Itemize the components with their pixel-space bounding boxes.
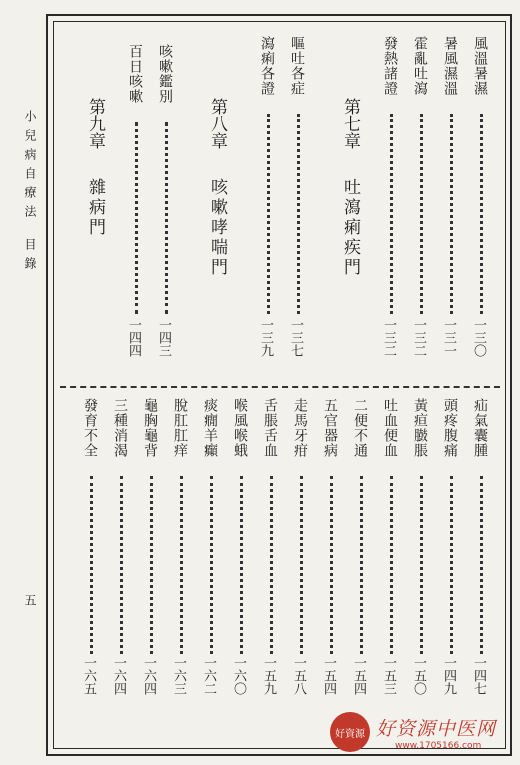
- toc-entry-title: 三種消渴: [112, 398, 128, 458]
- toc-entry-page: 一四四: [126, 318, 141, 357]
- leader-dots: [450, 114, 453, 314]
- leader-dots: [420, 114, 423, 314]
- toc-entry-title: 發熱諸證: [382, 36, 398, 96]
- toc-entry-title: 頭疼腹痛: [442, 398, 458, 458]
- leader-dots: [450, 476, 453, 654]
- toc-entry-page: 一五八: [291, 656, 306, 695]
- toc-entry-page: 一六二: [201, 656, 216, 695]
- leader-dots: [210, 476, 213, 654]
- leader-dots: [180, 476, 183, 654]
- leader-dots: [330, 476, 333, 654]
- toc-entry-page: 一三二: [411, 318, 426, 357]
- toc-entry-page: 一六五: [81, 656, 96, 695]
- watermark-site: 好资源中医网: [376, 718, 497, 740]
- toc-entry-title: 風溫暑濕: [472, 36, 488, 96]
- toc-entry-page: 一五三: [381, 656, 396, 695]
- chapter-number: 第八章: [207, 98, 227, 149]
- leader-dots: [360, 476, 363, 654]
- watermark-url: www.1705166.com: [395, 741, 482, 751]
- toc-entry-title: 咳嗽鑑別: [157, 44, 173, 104]
- chapter-title: 雜病門: [85, 178, 105, 238]
- leader-dots: [420, 476, 423, 654]
- leader-dots: [297, 114, 300, 314]
- toc-entry-page: 一四七: [471, 656, 486, 695]
- leader-dots: [240, 476, 243, 654]
- toc-entry-page: 一四三: [156, 318, 171, 357]
- leader-dots: [390, 476, 393, 654]
- leader-dots: [120, 476, 123, 654]
- toc-entry-title: 舌脹舌血: [262, 398, 278, 458]
- toc-entry-page: 一六四: [111, 656, 126, 695]
- toc-entry-title: 發育不全: [82, 398, 98, 458]
- chapter-title: 咳嗽哮喘門: [207, 178, 227, 278]
- chapter-number: 第九章: [85, 98, 105, 149]
- toc-entry-title: 走馬牙疳: [292, 398, 308, 458]
- margin-page-number: 五: [23, 594, 37, 606]
- leader-dots: [480, 114, 483, 314]
- leader-dots: [480, 476, 483, 654]
- leader-dots: [165, 122, 168, 314]
- margin-book-title: 小兒病自療法目錄: [23, 110, 37, 276]
- leader-dots: [300, 476, 303, 654]
- toc-entry-page: 一六三: [171, 656, 186, 695]
- toc-entry-title: 霍亂吐瀉: [412, 36, 428, 96]
- toc-entry-page: 一三〇: [471, 318, 486, 357]
- leader-dots: [270, 476, 273, 654]
- toc-entry-page: 一三二: [381, 318, 396, 357]
- chapter-title: 吐瀉痢疾門: [340, 178, 360, 278]
- toc-entry-page: 一五九: [261, 656, 276, 695]
- watermark-stamp: 好資源: [330, 712, 370, 752]
- toc-entry-page: 一六四: [141, 656, 156, 695]
- toc-entry-title: 脫肛肛痒: [172, 398, 188, 458]
- leader-dots: [135, 122, 138, 314]
- toc-entry-page: 一四九: [441, 656, 456, 695]
- toc-entry-page: 一三九: [258, 318, 273, 357]
- toc-entry-title: 暑風濕溫: [442, 36, 458, 96]
- toc-entry-title: 黃疸臌脹: [412, 398, 428, 458]
- toc-entry-title: 龜胸龜背: [142, 398, 158, 458]
- toc-entry-title: 喉風喉蛾: [232, 398, 248, 458]
- toc-entry-title: 嘔吐各症: [289, 36, 305, 96]
- toc-entry-page: 一五〇: [411, 656, 426, 695]
- chapter-number: 第七章: [340, 98, 360, 149]
- toc-entry-page: 一六〇: [231, 656, 246, 695]
- section-divider: [60, 386, 500, 388]
- toc-entry-page: 一五四: [321, 656, 336, 695]
- leader-dots: [150, 476, 153, 654]
- toc-entry-page: 一三七: [288, 318, 303, 357]
- toc-entry-title: 痰癇羊癲: [202, 398, 218, 458]
- toc-entry-title: 吐血便血: [382, 398, 398, 458]
- toc-entry-title: 疝氣囊腫: [472, 398, 488, 458]
- toc-entry-title: 五官器病: [322, 398, 338, 458]
- leader-dots: [90, 476, 93, 654]
- leader-dots: [267, 114, 270, 314]
- toc-entry-page: 一三一: [441, 318, 456, 357]
- toc-entry-page: 一五四: [351, 656, 366, 695]
- toc-entry-title: 瀉痢各證: [259, 36, 275, 96]
- toc-entry-title: 百日咳嗽: [127, 44, 143, 104]
- leader-dots: [390, 114, 393, 314]
- toc-entry-title: 二便不通: [352, 398, 368, 458]
